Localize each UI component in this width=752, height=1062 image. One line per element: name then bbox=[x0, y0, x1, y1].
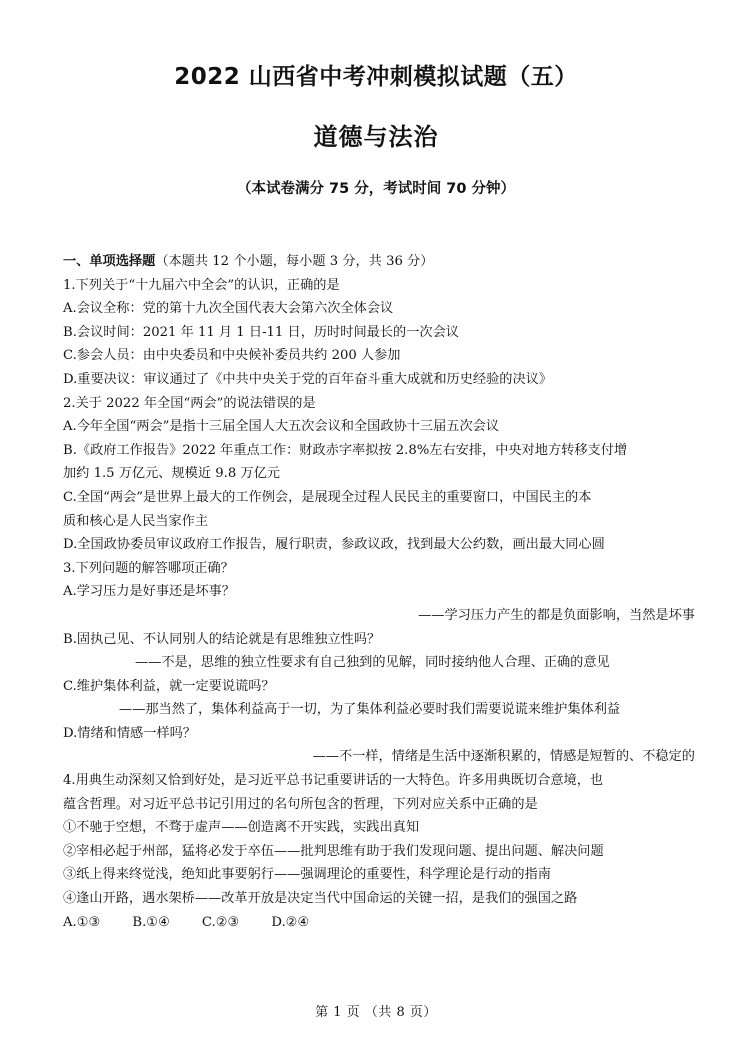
question-2-option-a: A.今年全国“两会”是指十三届全国人大五次会议和全国政协十三届五次会议 bbox=[63, 419, 500, 435]
question-4-item-1: ①不驰于空想，不骛于虚声——创造离不开实践，实践出真知 bbox=[63, 820, 420, 836]
question-4-option-b: B.①④ bbox=[132, 914, 170, 930]
question-4-item-4: ④逢山开路，遇水架桥——改革开放是决定当代中国命运的关键一招，是我们的强国之路 bbox=[63, 891, 578, 907]
question-3-option-c-answer: ——那当然了，集体利益高于一切，为了集体利益必要时我们需要说谎来维护集体利益 bbox=[119, 702, 621, 718]
question-4-option-a: A.①③ bbox=[63, 914, 101, 930]
question-4-option-d: D.②④ bbox=[271, 914, 310, 930]
question-2-option-c: C.全国“两会”是世界上最大的工作例会，是展现全过程人民民主的重要窗口，中国民主的本 bbox=[63, 489, 592, 505]
question-2-option-c-cont: 质和核心是人民当家作主 bbox=[63, 513, 209, 529]
question-4-options bbox=[63, 911, 695, 935]
section-instructions: （本题共 12 个小题，每小题 3 分，共 36 分） bbox=[155, 254, 434, 269]
section-heading: 一、单项选择题 bbox=[63, 254, 156, 269]
exam-body bbox=[63, 250, 695, 934]
question-3-option-c: C.维护集体利益，就一定要说谎吗？ bbox=[63, 678, 275, 694]
question-2-option-b: B.《政府工作报告》2022 年重点工作：财政赤字率拟按 2.8%左右安排，中央对地方转移支付增 bbox=[63, 442, 628, 458]
question-3-option-b-answer: ——不是，思维的独立性要求有自己独到的见解，同时接纳他人合理、正确的意见 bbox=[135, 655, 610, 671]
page-footer: 第 1 页 （共 8 页） bbox=[315, 1005, 437, 1020]
question-3-option-b: B.固执己见、不认同别人的结论就是有思维独立性吗？ bbox=[63, 631, 381, 647]
exam-title: 2022 山西省中考冲刺模拟试题（五） bbox=[174, 64, 578, 90]
question-1-option-b: B.会议时间：2021 年 11 月 1 日-11 日，历时时间最长的一次会议 bbox=[63, 324, 459, 340]
question-2-option-d: D.全国政协委员审议政府工作报告，履行职责，参政议政，找到最大公约数，画出最大同心圆 bbox=[63, 537, 605, 553]
question-1-option-d: D.重要决议：审议通过了《中共中央关于党的百年奋斗重大成就和历史经验的决议》 bbox=[63, 371, 553, 387]
question-3-option-d: D.情绪和情感一样吗？ bbox=[63, 725, 196, 741]
question-4-stem-cont: 蕴含哲理。对习近平总书记引用过的名句所包含的哲理，下列对应关系中正确的是 bbox=[63, 796, 538, 812]
question-1-stem: 1.下列关于“十九届六中全会”的认识，正确的是 bbox=[63, 277, 340, 293]
subject-title: 道德与法治 bbox=[313, 123, 439, 151]
question-3-option-d-answer: ——不一样，情绪是生活中逐渐积累的，情感是短暂的、不稳定的 bbox=[312, 749, 695, 765]
question-3-option-a-answer: ——学习压力产生的都是负面影响，当然是坏事 bbox=[418, 607, 695, 623]
question-3-option-a: A.学习压力是好事还是坏事？ bbox=[63, 584, 235, 600]
section-heading-line bbox=[63, 250, 695, 274]
question-4-item-2: ②宰相必起于州部，猛将必发于卒伍——批判思维有助于我们发现问题、提出问题、解决问题 bbox=[63, 843, 604, 859]
question-2-option-b-cont: 加约 1.5 万亿元、规模近 9.8 万亿元 bbox=[63, 466, 280, 482]
exam-note: （本试卷满分 75 分，考试时间 70 分钟） bbox=[236, 181, 516, 197]
question-1-option-c: C.参会人员：由中央委员和中央候补委员共约 200 人参加 bbox=[63, 348, 401, 364]
question-2-stem: 2.关于 2022 年全国“两会”的说法错误的是 bbox=[63, 395, 316, 411]
question-4-stem: 4.用典生动深刻又恰到好处，是习近平总书记重要讲话的一大特色。许多用典既切合意境，也 bbox=[63, 773, 604, 789]
question-4-option-c: C.②③ bbox=[201, 914, 240, 930]
question-4-item-3: ③纸上得来终觉浅，绝知此事要躬行——强调理论的重要性，科学理论是行动的指南 bbox=[63, 867, 551, 883]
question-1-option-a: A.会议全称：党的第十九次全国代表大会第六次全体会议 bbox=[63, 301, 394, 317]
question-3-stem: 3.下列问题的解答哪项正确？ bbox=[63, 560, 234, 576]
